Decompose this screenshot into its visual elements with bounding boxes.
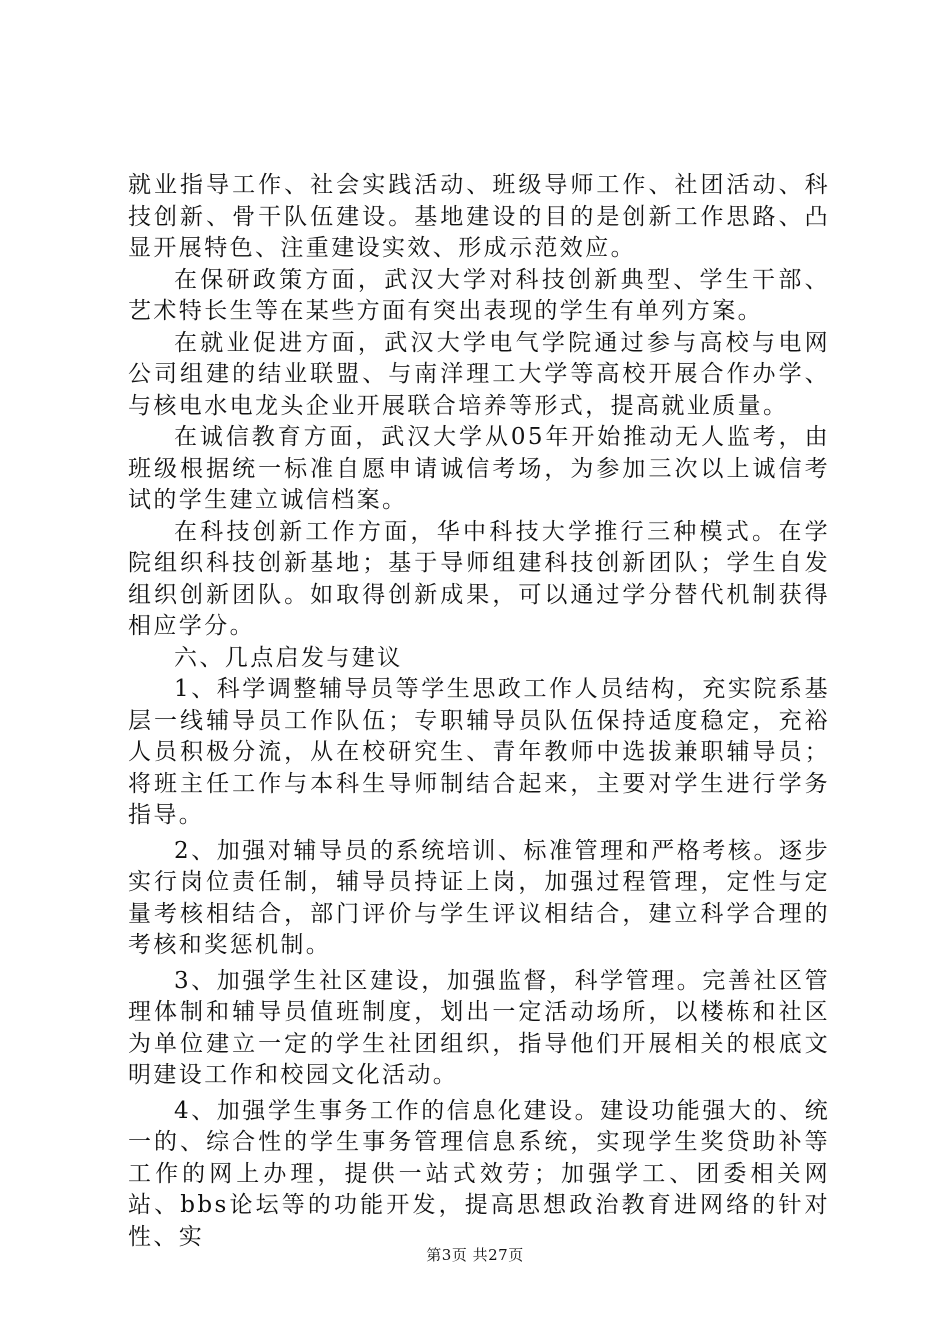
section-heading: 六、几点启发与建议 (174, 644, 403, 671)
paragraph-continuation: 就业指导工作、社会实践活动、班级导师工作、社团活动、科技创新、骨干队伍建设。基地建设的目的是创新工作思路、凸显开展特色、注重建设实效、形成示范效应。 (128, 172, 830, 261)
paragraph-suggestion-4: 4、加强学生事务工作的信息化建设。建设功能强大的、统一的、综合性的学生事务管理信息系统，实现学生奖贷助补等工作的网上办理，提供一站式效劳；加强学工、团委相关网站、bbs论坛等的功能开发，提高思想政治教育进网络的针对性、实 (128, 1097, 830, 1250)
paragraph-postgraduate-policy: 在保研政策方面，武汉大学对科技创新典型、学生干部、艺术特长生等在某些方面有突出表现的学生有单列方案。 (128, 266, 830, 324)
document-body (128, 170, 830, 1253)
paragraph-suggestion-1: 1、科学调整辅导员等学生思政工作人员结构，充实院系基层一线辅导员工作队伍；专职辅导员队伍保持适度稳定，充裕人员积极分流，从在校研究生、青年教师中选拔兼职辅导员；将班主任工作与本科生导师制结合起来，主要对学生进行学务指导。 (128, 676, 830, 828)
paragraph-suggestion-2: 2、加强对辅导员的系统培训、标准管理和严格考核。逐步实行岗位责任制，辅导员持证上岗，加强过程管理，定性与定量考核相结合，部门评价与学生评议相结合，建立科学合理的考核和奖惩机制。 (128, 837, 830, 958)
paragraph-tech-innovation: 在科技创新工作方面，华中科技大学推行三种模式。在学院组织科技创新基地；基于导师组建科技创新团队；学生自发组织创新团队。如取得创新成果，可以通过学分替代机制获得相应学分。 (128, 518, 830, 639)
page-number-footer: 第3页 共27页 (426, 1246, 524, 1264)
paragraph-integrity-education: 在诚信教育方面，武汉大学从05年开始推动无人监考，由班级根据统一标准自愿申请诚信考场，为参加三次以上诚信考试的学生建立诚信档案。 (128, 424, 830, 513)
paragraph-suggestion-3: 3、加强学生社区建设，加强监督，科学管理。完善社区管理体制和辅导员值班制度，划出一定活动场所，以楼栋和社区为单位建立一定的学生社团组织，指导他们开展相关的根底文明建设工作和校园文化活动。 (128, 967, 830, 1088)
paragraph-employment: 在就业促进方面，武汉大学电气学院通过参与高校与电网公司组建的结业联盟、与南洋理工大学等高校开展合作办学、与核电水电龙头企业开展联合培养等形式，提高就业质量。 (128, 329, 830, 419)
